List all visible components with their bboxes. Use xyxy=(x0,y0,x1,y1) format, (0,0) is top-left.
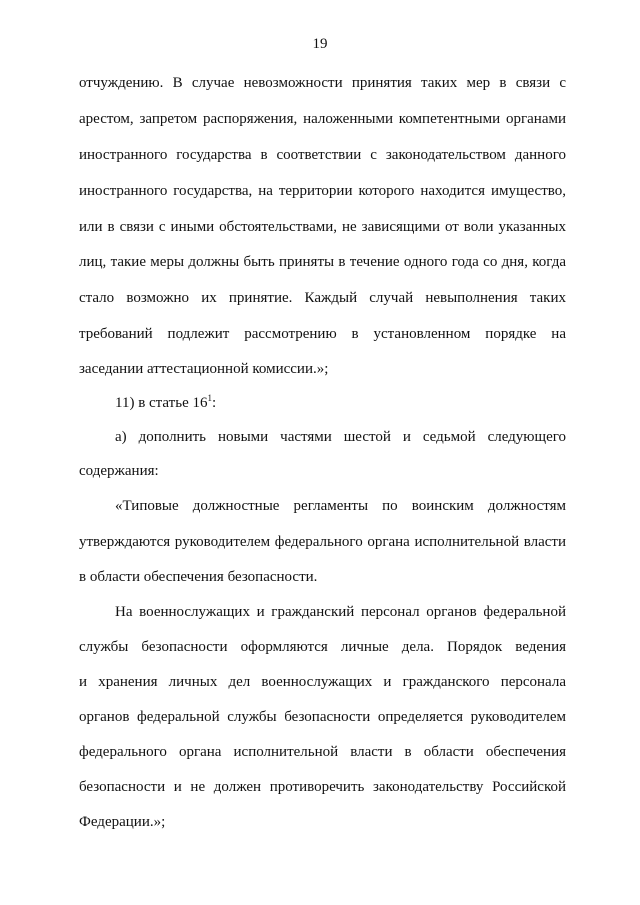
text-line: утверждаются руководителем федерального органа исполнительной власти xyxy=(79,534,566,550)
text-line: или в связи с иными обстоятельствами, не зависящими от воли указанных xyxy=(79,219,566,235)
text-line: в области обеспечения безопасности. xyxy=(79,569,318,585)
text-line: федерального органа исполнительной власти в области обеспечения xyxy=(79,744,566,760)
text-line: а) дополнить новыми частями шестой и седьмой следующего xyxy=(115,429,566,445)
superscript: 1 xyxy=(207,393,212,403)
page-number: 19 xyxy=(312,36,328,52)
text-line: отчуждению. В случае невозможности принятия таких мер в связи с xyxy=(79,75,566,91)
text-line: службы безопасности оформляются личные дела. Порядок ведения xyxy=(79,639,566,655)
text-line: лиц, такие меры должны быть приняты в течение одного года со дня, когда xyxy=(79,254,566,270)
text-line: стало возможно их принятие. Каждый случай невыполнения таких xyxy=(79,290,566,306)
text-line: органов федеральной службы безопасности определяется руководителем xyxy=(79,709,566,725)
text-line: заседании аттестационной комиссии.»; xyxy=(79,361,329,377)
list-item-heading xyxy=(115,393,216,413)
text-line: требований подлежит рассмотрению в установленном порядке на xyxy=(79,326,566,342)
text-line: На военнослужащих и гражданский персонал органов федеральной xyxy=(115,604,566,620)
text-line: Федерации.»; xyxy=(79,814,166,830)
list-item-colon: : xyxy=(212,395,217,411)
text-line: «Типовые должностные регламенты по воинским должностям xyxy=(115,498,566,514)
text-line: арестом, запретом распоряжения, наложенными компетентными органами xyxy=(79,111,566,127)
text-line: и хранения личных дел военнослужащих и гражданского персонала xyxy=(79,674,566,690)
list-item-text: 11) в статье 16 xyxy=(115,395,208,411)
text-line: содержания: xyxy=(79,463,159,479)
text-line: безопасности и не должен противоречить законодательству Российской xyxy=(79,779,566,795)
text-line: иностранного государства в соответствии с законодательством данного xyxy=(79,147,566,163)
text-line: иностранного государства, на территории которого находится имущество, xyxy=(79,183,566,199)
